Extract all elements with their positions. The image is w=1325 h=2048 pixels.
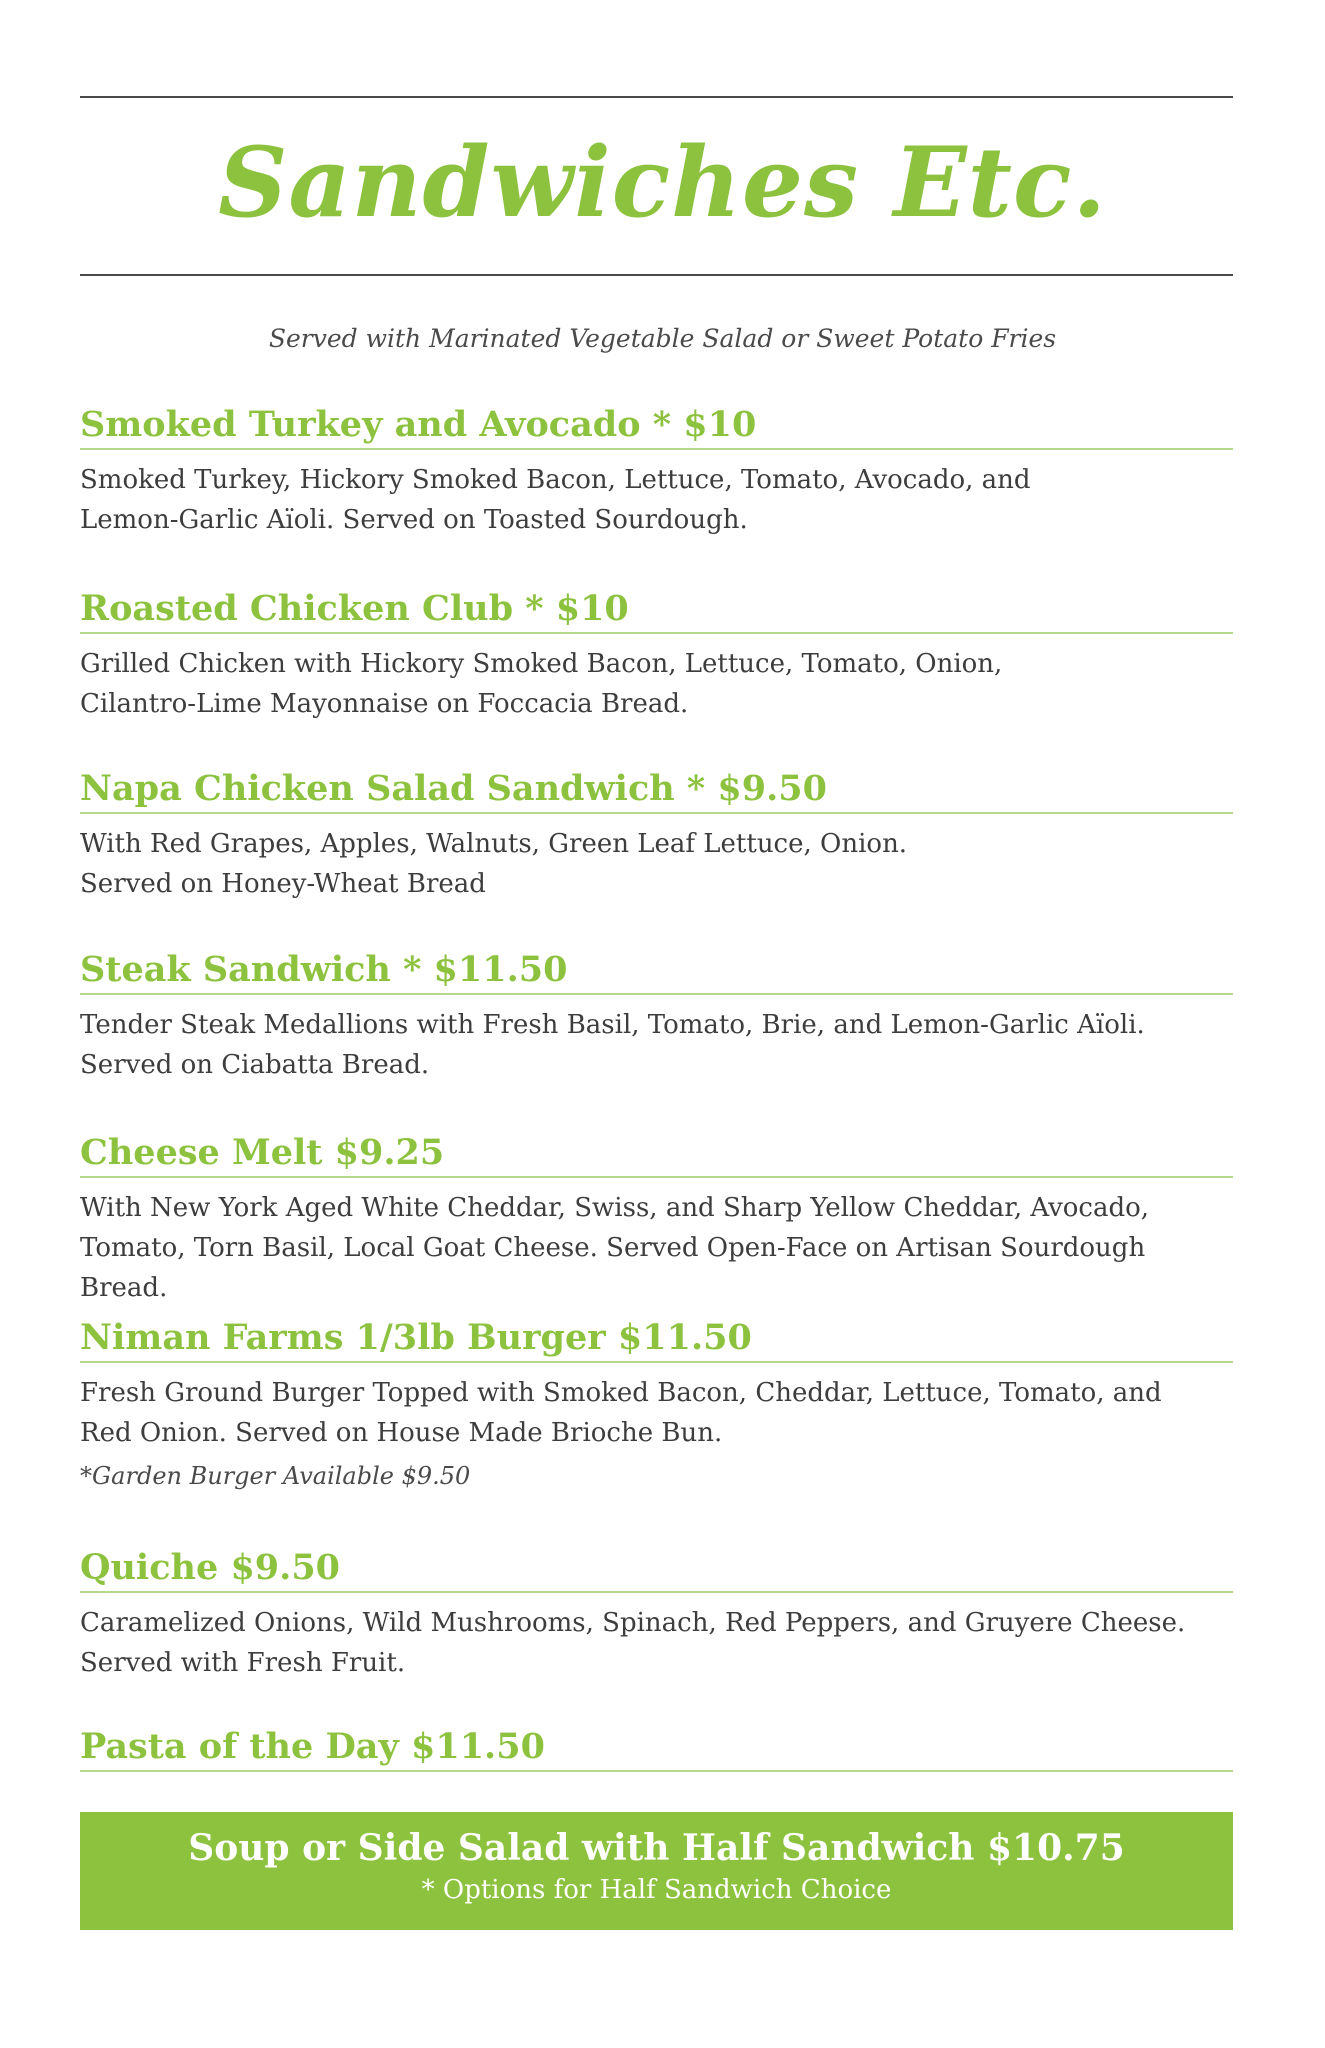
menu-item-napa-chicken-salad (80, 766, 1233, 904)
menu-item-heading: Pasta of the Day $11.50 (80, 1724, 1233, 1772)
menu-item-heading: Napa Chicken Salad Sandwich * $9.50 (80, 766, 1233, 814)
menu-item-description: With New York Aged White Cheddar, Swiss, and Sharp Yellow Cheddar, Avocado, Tomato, Torn Basil, Local Goat Cheese. Served Open-Face on Artisan Sourdough Bread. (80, 1193, 1150, 1303)
top-divider (80, 96, 1233, 98)
menu-subtitle: Served with Marinated Vegetable Salad or Sweet Potato Fries (268, 324, 1057, 353)
menu-item-roasted-chicken-club (80, 586, 1233, 724)
menu-item-description: Grilled Chicken with Hickory Smoked Bacon, Lettuce, Tomato, Onion, Cilantro-Lime Mayonnaise on Foccacia Bread. (80, 649, 1003, 719)
menu-item-description: Caramelized Onions, Wild Mushrooms, Spinach, Red Peppers, and Gruyere Cheese. Served with Fresh Fruit. (80, 1608, 1186, 1678)
menu-item-heading: Cheese Melt $9.25 (80, 1130, 1233, 1178)
half-sandwich-banner (80, 1812, 1233, 1930)
menu-item-quiche (80, 1545, 1233, 1683)
menu-item-heading: Roasted Chicken Club * $10 (80, 586, 1233, 634)
menu-item-description: Fresh Ground Burger Topped with Smoked Bacon, Cheddar, Lettuce, Tomato, and Red Onion. Served on House Made Brioche Bun. (80, 1378, 1162, 1448)
menu-item-description: With Red Grapes, Apples, Walnuts, Green Leaf Lettuce, Onion. Served on Honey-Wheat Bread (80, 829, 908, 899)
menu-item-heading: Steak Sandwich * $11.50 (80, 947, 1233, 995)
menu-item-steak-sandwich (80, 947, 1233, 1085)
menu-item-description: Smoked Turkey, Hickory Smoked Bacon, Lettuce, Tomato, Avocado, and Lemon-Garlic Aïoli. Served on Toasted Sourdough. (80, 465, 1031, 535)
menu-item-smoked-turkey (80, 402, 1233, 540)
title-divider (80, 274, 1233, 276)
menu-item-pasta-of-the-day (80, 1724, 1233, 1772)
menu-item-cheese-melt (80, 1130, 1233, 1308)
menu-item-heading: Smoked Turkey and Avocado * $10 (80, 402, 1233, 450)
menu-item-description: Tender Steak Medallions with Fresh Basil, Tomato, Brie, and Lemon-Garlic Aïoli. Served on Ciabatta Bread. (80, 1010, 1145, 1080)
banner-subtitle: * Options for Half Sandwich Choice (421, 1875, 892, 1905)
menu-item-niman-farms-burger (80, 1315, 1233, 1493)
banner-title: Soup or Side Salad with Half Sandwich $10.75 (188, 1827, 1125, 1869)
menu-item-heading: Niman Farms 1/3lb Burger $11.50 (80, 1315, 1233, 1363)
menu-item-heading: Quiche $9.50 (80, 1545, 1233, 1593)
menu-title: Sandwiches Etc. (218, 126, 1107, 239)
menu-item-note: *Garden Burger Available $9.50 (80, 1462, 471, 1490)
